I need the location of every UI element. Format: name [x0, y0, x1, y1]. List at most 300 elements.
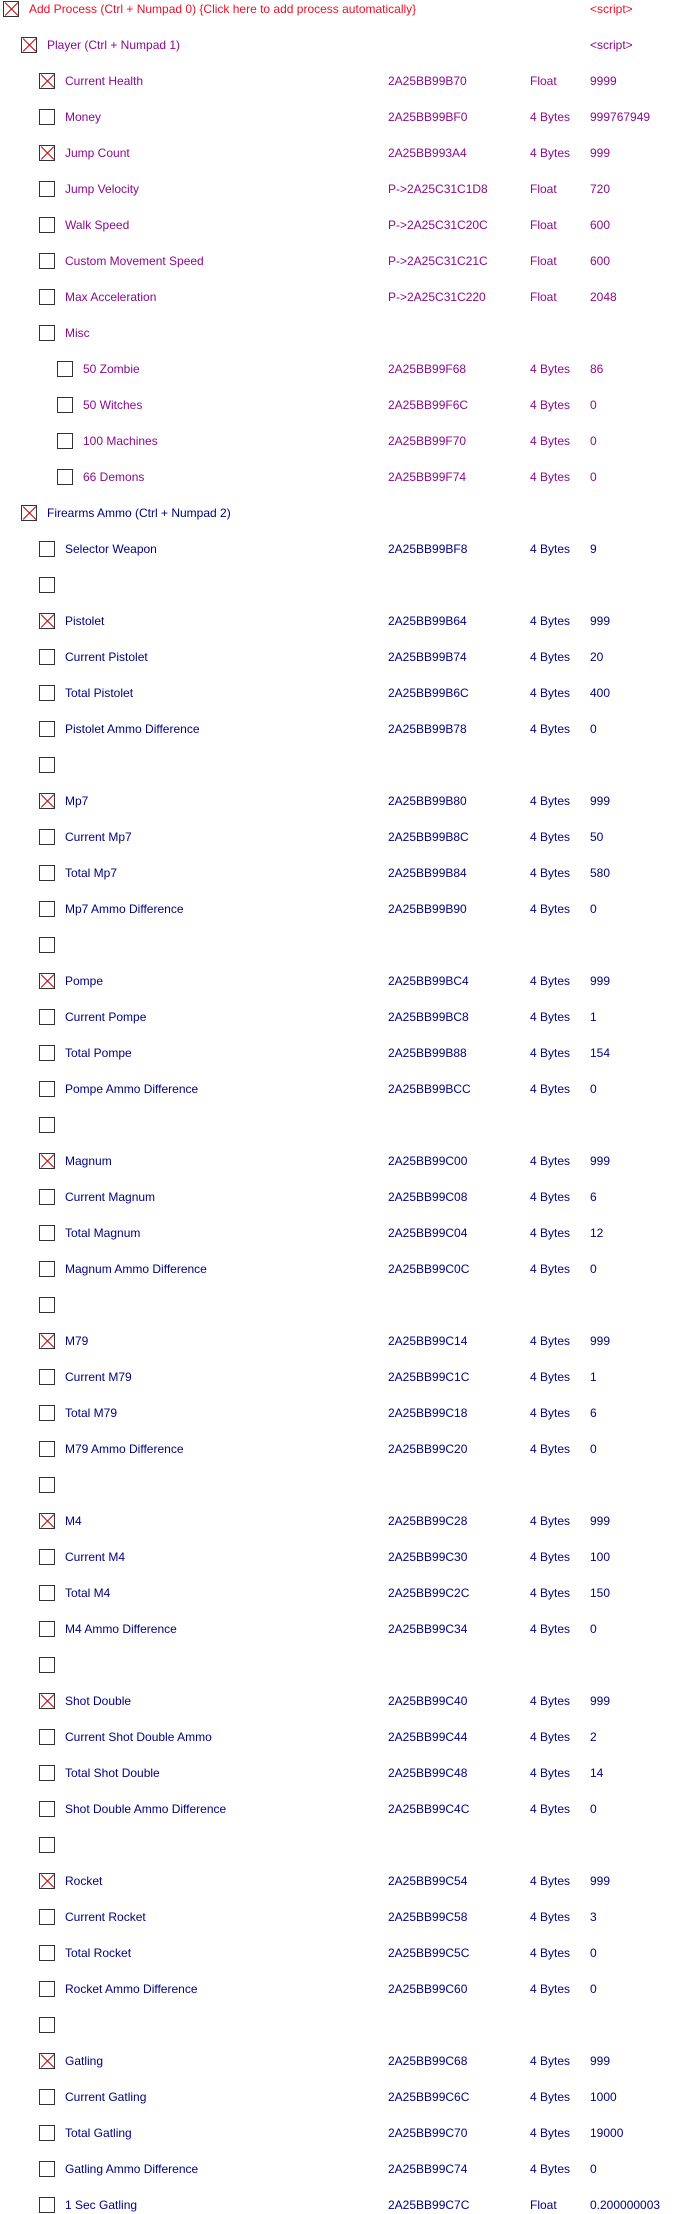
table-row[interactable] [0, 144, 689, 162]
table-row[interactable] [0, 540, 689, 558]
entry-value[interactable]: <script> [590, 38, 633, 52]
entry-value[interactable]: 0 [590, 1802, 597, 1816]
inactive-checkbox[interactable] [39, 1477, 55, 1493]
entry-address: 2A25BB99C40 [388, 1694, 468, 1708]
inactive-checkbox[interactable] [39, 1261, 55, 1277]
entry-address: 2A25BB99BF0 [388, 110, 468, 124]
entry-type: 4 Bytes [530, 398, 571, 412]
table-row[interactable] [0, 504, 689, 522]
entry-type: 4 Bytes [530, 1154, 571, 1168]
entry-description: Current Gatling [65, 2090, 147, 2104]
entry-value[interactable]: 0 [590, 1262, 597, 1276]
entry-type: 4 Bytes [530, 434, 571, 448]
inactive-checkbox[interactable] [39, 1909, 55, 1925]
entry-type: 4 Bytes [530, 1370, 571, 1384]
table-row[interactable] [0, 2052, 689, 2070]
entry-value[interactable]: 19000 [590, 2126, 624, 2140]
entry-description: Walk Speed [65, 218, 130, 232]
table-row[interactable] [0, 1044, 689, 1062]
inactive-checkbox[interactable] [39, 937, 55, 953]
table-row[interactable] [0, 1008, 689, 1026]
inactive-checkbox[interactable] [39, 901, 55, 917]
entry-value[interactable]: 999 [590, 794, 611, 808]
entry-description: Total Gatling [65, 2126, 132, 2140]
inactive-checkbox[interactable] [39, 577, 55, 593]
entry-value[interactable]: 999 [590, 146, 611, 160]
entry-description: Total Magnum [65, 1226, 141, 1240]
entry-description: 1 Sec Gatling [65, 2198, 138, 2212]
entry-description: Total Pompe [65, 1046, 132, 1060]
entry-address: 2A25BB99C30 [388, 1550, 468, 1564]
table-row[interactable] [0, 972, 689, 990]
entry-value[interactable]: 999 [590, 1334, 611, 1348]
entry-value[interactable]: 0 [590, 434, 597, 448]
entry-description: Misc [65, 326, 90, 340]
inactive-checkbox[interactable] [39, 2089, 55, 2105]
entry-type: 4 Bytes [530, 470, 571, 484]
table-row[interactable] [0, 828, 689, 846]
entry-address: 2A25BB99C34 [388, 1622, 468, 1636]
entry-type: 4 Bytes [530, 2090, 571, 2104]
table-row[interactable] [0, 2124, 689, 2142]
entry-description: Current Mp7 [65, 830, 132, 844]
inactive-checkbox[interactable] [57, 361, 73, 377]
entry-value[interactable]: 600 [590, 218, 611, 232]
table-row[interactable] [0, 1188, 689, 1206]
table-row[interactable] [0, 324, 689, 342]
entry-address: 2A25BB99C28 [388, 1514, 468, 1528]
entry-type: 4 Bytes [530, 902, 571, 916]
entry-type: 4 Bytes [530, 1946, 571, 1960]
entry-value[interactable]: 0 [590, 902, 597, 916]
inactive-checkbox[interactable] [39, 1621, 55, 1637]
table-row[interactable] [0, 0, 689, 18]
entry-type: 4 Bytes [530, 146, 571, 160]
active-checkbox[interactable] [39, 1153, 55, 1169]
entry-address: 2A25BB99BF8 [388, 542, 468, 556]
entry-value[interactable]: 6 [590, 1406, 597, 1420]
entry-address: 2A25BB99C08 [388, 1190, 468, 1204]
entry-type: 4 Bytes [530, 1766, 571, 1780]
entry-value[interactable]: 720 [590, 182, 611, 196]
active-checkbox[interactable] [39, 1513, 55, 1529]
inactive-checkbox[interactable] [39, 1009, 55, 1025]
table-row[interactable] [0, 1728, 689, 1746]
table-row[interactable] [0, 1512, 689, 1530]
entry-type: 4 Bytes [530, 866, 571, 880]
entry-description: Current M4 [65, 1550, 126, 1564]
entry-description: Total Mp7 [65, 866, 118, 880]
entry-type: 4 Bytes [530, 2162, 571, 2176]
entry-value[interactable]: 6 [590, 1190, 597, 1204]
inactive-checkbox[interactable] [39, 1405, 55, 1421]
active-checkbox[interactable] [39, 2053, 55, 2069]
entry-description: Total M4 [65, 1586, 111, 1600]
entry-type: 4 Bytes [530, 686, 571, 700]
inactive-checkbox[interactable] [39, 181, 55, 197]
inactive-checkbox[interactable] [39, 1081, 55, 1097]
table-row[interactable] [0, 1224, 689, 1242]
entry-description: Pistolet [65, 614, 105, 628]
inactive-checkbox[interactable] [39, 685, 55, 701]
inactive-checkbox[interactable] [39, 649, 55, 665]
inactive-checkbox[interactable] [39, 1189, 55, 1205]
entry-value[interactable]: 400 [590, 686, 611, 700]
entry-description: Current Magnum [65, 1190, 156, 1204]
inactive-checkbox[interactable] [39, 1729, 55, 1745]
entry-type: 4 Bytes [530, 650, 571, 664]
active-checkbox[interactable] [39, 793, 55, 809]
inactive-checkbox[interactable] [39, 1117, 55, 1133]
table-row[interactable] [0, 2088, 689, 2106]
entry-value[interactable]: 0 [590, 2162, 597, 2176]
entry-type: 4 Bytes [530, 1082, 571, 1096]
table-row[interactable] [0, 1476, 689, 1494]
entry-type: 4 Bytes [530, 362, 571, 376]
entry-value[interactable]: 1 [590, 1370, 597, 1384]
table-row[interactable] [0, 1620, 689, 1638]
inactive-checkbox[interactable] [39, 1297, 55, 1313]
entry-value[interactable]: 9 [590, 542, 597, 556]
entry-address: P->2A25C31C220 [388, 290, 486, 304]
entry-description: Pompe [65, 974, 104, 988]
entry-value[interactable]: 0 [590, 470, 597, 484]
table-row[interactable] [0, 1332, 689, 1350]
entry-value[interactable]: 0 [590, 1082, 597, 1096]
entry-description: Current Rocket [65, 1910, 146, 1924]
entry-description: Rocket [65, 1874, 103, 1888]
entry-value[interactable]: 50 [590, 830, 604, 844]
entry-description: Pompe Ammo Difference [65, 1082, 199, 1096]
inactive-checkbox[interactable] [39, 1801, 55, 1817]
entry-value[interactable]: 3 [590, 1910, 597, 1924]
active-checkbox[interactable] [39, 1333, 55, 1349]
entry-value[interactable]: 580 [590, 866, 611, 880]
entry-type: Float [530, 218, 557, 232]
entry-address: P->2A25C31C1D8 [388, 182, 488, 196]
entry-address: P->2A25C31C20C [388, 218, 488, 232]
entry-address: 2A25BB99C70 [388, 2126, 468, 2140]
entry-type: 4 Bytes [530, 1226, 571, 1240]
entry-value[interactable]: 20 [590, 650, 604, 664]
inactive-checkbox[interactable] [39, 1441, 55, 1457]
entry-value[interactable]: 154 [590, 1046, 611, 1060]
table-row[interactable] [0, 36, 689, 54]
table-row[interactable] [0, 108, 689, 126]
entry-description: 50 Witches [83, 398, 143, 412]
entry-address: 2A25BB99C58 [388, 1910, 468, 1924]
table-row[interactable] [0, 1296, 689, 1314]
entry-type: 4 Bytes [530, 1550, 571, 1564]
inactive-checkbox[interactable] [39, 721, 55, 737]
entry-description: Shot Double Ammo Difference [65, 1802, 227, 1816]
active-checkbox[interactable] [39, 973, 55, 989]
entry-description: Firearms Ammo (Ctrl + Numpad 2) [47, 506, 231, 520]
entry-value[interactable]: <script> [590, 2, 633, 16]
entry-value[interactable]: 0 [590, 1946, 597, 1960]
table-row[interactable] [0, 1440, 689, 1458]
inactive-checkbox[interactable] [39, 1585, 55, 1601]
entry-value[interactable]: 1 [590, 1010, 597, 1024]
inactive-checkbox[interactable] [39, 2197, 55, 2213]
entry-type: 4 Bytes [530, 2054, 571, 2068]
active-checkbox[interactable] [39, 1873, 55, 1889]
table-row[interactable] [0, 1944, 689, 1962]
active-checkbox[interactable] [39, 1693, 55, 1709]
entry-description: Mp7 Ammo Difference [65, 902, 184, 916]
inactive-checkbox[interactable] [39, 1657, 55, 1673]
table-row[interactable] [0, 1260, 689, 1278]
entry-address: 2A25BB99B8C [388, 830, 469, 844]
inactive-checkbox[interactable] [39, 829, 55, 845]
entry-value[interactable]: 999767949 [590, 110, 651, 124]
table-row[interactable] [0, 1692, 689, 1710]
entry-address: 2A25BB99C48 [388, 1766, 468, 1780]
entry-address: 2A25BB99F6C [388, 398, 469, 412]
inactive-checkbox[interactable] [39, 1981, 55, 1997]
inactive-checkbox[interactable] [39, 2017, 55, 2033]
table-row[interactable] [0, 216, 689, 234]
entry-type: 4 Bytes [530, 542, 571, 556]
entry-value[interactable]: 999 [590, 1694, 611, 1708]
table-row[interactable] [0, 684, 689, 702]
entry-description: Selector Weapon [65, 542, 157, 556]
active-checkbox[interactable] [39, 73, 55, 89]
entry-type: 4 Bytes [530, 1802, 571, 1816]
entry-type: Float [530, 254, 557, 268]
table-row[interactable] [0, 900, 689, 918]
table-row[interactable] [0, 1800, 689, 1818]
entry-value[interactable]: 999 [590, 2054, 611, 2068]
entry-type: Float [530, 74, 557, 88]
entry-value[interactable]: 0 [590, 1442, 597, 1456]
active-checkbox[interactable] [3, 1, 19, 17]
inactive-checkbox[interactable] [39, 541, 55, 557]
entry-description: Current Health [65, 74, 144, 88]
table-row[interactable] [0, 1908, 689, 1926]
table-row[interactable] [0, 864, 689, 882]
entry-value[interactable]: 0 [590, 722, 597, 736]
entry-address: 2A25BB99BC8 [388, 1010, 469, 1024]
entry-value[interactable]: 600 [590, 254, 611, 268]
entry-address: P->2A25C31C21C [388, 254, 488, 268]
inactive-checkbox[interactable] [39, 1837, 55, 1853]
table-row[interactable] [0, 1116, 689, 1134]
entry-description: Gatling [65, 2054, 104, 2068]
entry-type: 4 Bytes [530, 1622, 571, 1636]
entry-address: 2A25BB99B70 [388, 74, 467, 88]
entry-type: Float [530, 182, 557, 196]
entry-value[interactable]: 100 [590, 1550, 611, 1564]
entry-value[interactable]: 0.200000003 [590, 2198, 661, 2212]
entry-address: 2A25BB99B78 [388, 722, 467, 736]
entry-type: 4 Bytes [530, 1262, 571, 1276]
entry-address: 2A25BB99C68 [388, 2054, 468, 2068]
entry-type: 4 Bytes [530, 2126, 571, 2140]
inactive-checkbox[interactable] [39, 109, 55, 125]
inactive-checkbox[interactable] [57, 397, 73, 413]
entry-address: 2A25BB99C20 [388, 1442, 468, 1456]
entry-description: M4 Ammo Difference [65, 1622, 177, 1636]
inactive-checkbox[interactable] [39, 217, 55, 233]
entry-value[interactable]: 1000 [590, 2090, 617, 2104]
inactive-checkbox[interactable] [39, 757, 55, 773]
entry-value[interactable]: 0 [590, 398, 597, 412]
entry-description: M4 [65, 1514, 82, 1528]
entry-value[interactable]: 0 [590, 1982, 597, 1996]
entry-description: Money [65, 110, 102, 124]
inactive-checkbox[interactable] [39, 1945, 55, 1961]
entry-type: 4 Bytes [530, 1442, 571, 1456]
entry-address: 2A25BB99C00 [388, 1154, 468, 1168]
entry-description: Jump Velocity [65, 182, 140, 196]
table-row[interactable] [0, 1548, 689, 1566]
table-row[interactable] [0, 1404, 689, 1422]
entry-address: 2A25BB99C60 [388, 1982, 468, 1996]
entry-description: Current Pistolet [65, 650, 148, 664]
entry-address: 2A25BB99C7C [388, 2198, 470, 2212]
inactive-checkbox[interactable] [57, 469, 73, 485]
entry-type: Float [530, 290, 557, 304]
table-row[interactable] [0, 396, 689, 414]
entry-type: 4 Bytes [530, 1334, 571, 1348]
entry-address: 2A25BB99C04 [388, 1226, 468, 1240]
entry-address: 2A25BB99BCC [388, 1082, 471, 1096]
entry-value[interactable]: 9999 [590, 74, 617, 88]
entry-value[interactable]: 999 [590, 1154, 611, 1168]
table-row[interactable] [0, 1152, 689, 1170]
table-row[interactable] [0, 468, 689, 486]
inactive-checkbox[interactable] [39, 865, 55, 881]
inactive-checkbox[interactable] [39, 325, 55, 341]
entry-address: 2A25BB99B74 [388, 650, 467, 664]
entry-value[interactable]: 2 [590, 1730, 597, 1744]
table-row[interactable] [0, 252, 689, 270]
entry-description: Shot Double [65, 1694, 132, 1708]
entry-type: 4 Bytes [530, 1694, 571, 1708]
inactive-checkbox[interactable] [39, 289, 55, 305]
entry-address: 2A25BB99B84 [388, 866, 467, 880]
entry-description: Total M79 [65, 1406, 118, 1420]
entry-description: Magnum Ammo Difference [65, 1262, 207, 1276]
table-row[interactable] [0, 2196, 689, 2214]
entry-address: 2A25BB99B64 [388, 614, 467, 628]
table-row[interactable] [0, 648, 689, 666]
table-row[interactable] [0, 1764, 689, 1782]
table-row[interactable] [0, 936, 689, 954]
table-row[interactable] [0, 1872, 689, 1890]
table-row[interactable] [0, 2160, 689, 2178]
active-checkbox[interactable] [21, 505, 37, 521]
table-row[interactable] [0, 1836, 689, 1854]
entry-address: 2A25BB99B6C [388, 686, 469, 700]
entry-description: Gatling Ammo Difference [65, 2162, 199, 2176]
table-row[interactable] [0, 612, 689, 630]
entry-type: 4 Bytes [530, 110, 571, 124]
active-checkbox[interactable] [39, 145, 55, 161]
entry-type: 4 Bytes [530, 722, 571, 736]
table-row[interactable] [0, 360, 689, 378]
entry-value[interactable]: 86 [590, 362, 604, 376]
entry-value[interactable]: 150 [590, 1586, 611, 1600]
inactive-checkbox[interactable] [39, 1369, 55, 1385]
inactive-checkbox[interactable] [39, 2125, 55, 2141]
entry-type: 4 Bytes [530, 974, 571, 988]
entry-type: 4 Bytes [530, 1010, 571, 1024]
entry-description: Mp7 [65, 794, 89, 808]
table-row[interactable] [0, 1080, 689, 1098]
entry-type: 4 Bytes [530, 1910, 571, 1924]
inactive-checkbox[interactable] [39, 2161, 55, 2177]
entry-type: 4 Bytes [530, 1514, 571, 1528]
entry-value[interactable]: 0 [590, 1622, 597, 1636]
entry-type: 4 Bytes [530, 614, 571, 628]
inactive-checkbox[interactable] [57, 433, 73, 449]
entry-description: Current Pompe [65, 1010, 147, 1024]
table-row[interactable] [0, 72, 689, 90]
entry-description: M79 Ammo Difference [65, 1442, 184, 1456]
entry-description: Max Acceleration [65, 290, 157, 304]
entry-address: 2A25BB99C14 [388, 1334, 468, 1348]
inactive-checkbox[interactable] [39, 1765, 55, 1781]
entry-description: Rocket Ammo Difference [65, 1982, 198, 1996]
entry-address: 2A25BB99C54 [388, 1874, 468, 1888]
entry-address: 2A25BB99C18 [388, 1406, 468, 1420]
entry-value[interactable]: 999 [590, 614, 611, 628]
entry-value[interactable]: 14 [590, 1766, 604, 1780]
entry-address: 2A25BB99C1C [388, 1370, 470, 1384]
table-row[interactable] [0, 432, 689, 450]
table-row[interactable] [0, 720, 689, 738]
table-row[interactable] [0, 180, 689, 198]
entry-type: 4 Bytes [530, 1730, 571, 1744]
inactive-checkbox[interactable] [39, 253, 55, 269]
table-row[interactable] [0, 1980, 689, 1998]
table-row[interactable] [0, 1584, 689, 1602]
table-row[interactable] [0, 2016, 689, 2034]
entry-address: 2A25BB99F68 [388, 362, 467, 376]
entry-value[interactable]: 999 [590, 1514, 611, 1528]
inactive-checkbox[interactable] [39, 1225, 55, 1241]
table-row[interactable] [0, 756, 689, 774]
entry-description: Current M79 [65, 1370, 132, 1384]
table-row[interactable] [0, 288, 689, 306]
entry-value[interactable]: 12 [590, 1226, 604, 1240]
entry-address: 2A25BB99B88 [388, 1046, 467, 1060]
entry-value[interactable]: 999 [590, 1874, 611, 1888]
inactive-checkbox[interactable] [39, 1045, 55, 1061]
entry-address: 2A25BB99C2C [388, 1586, 470, 1600]
entry-address: 2A25BB993A4 [388, 146, 467, 160]
table-row[interactable] [0, 1656, 689, 1674]
entry-type: 4 Bytes [530, 1874, 571, 1888]
entry-address: 2A25BB99B90 [388, 902, 467, 916]
table-row[interactable] [0, 792, 689, 810]
active-checkbox[interactable] [21, 37, 37, 53]
table-row[interactable] [0, 1368, 689, 1386]
entry-address: 2A25BB99F70 [388, 434, 467, 448]
entry-address: 2A25BB99C4C [388, 1802, 470, 1816]
entry-address: 2A25BB99C6C [388, 2090, 470, 2104]
entry-description: Total Rocket [65, 1946, 132, 1960]
table-row[interactable] [0, 576, 689, 594]
inactive-checkbox[interactable] [39, 1549, 55, 1565]
entry-value[interactable]: 999 [590, 974, 611, 988]
entry-description: Player (Ctrl + Numpad 1) [47, 38, 181, 52]
entry-value[interactable]: 2048 [590, 290, 617, 304]
entry-address: 2A25BB99F74 [388, 470, 467, 484]
active-checkbox[interactable] [39, 613, 55, 629]
